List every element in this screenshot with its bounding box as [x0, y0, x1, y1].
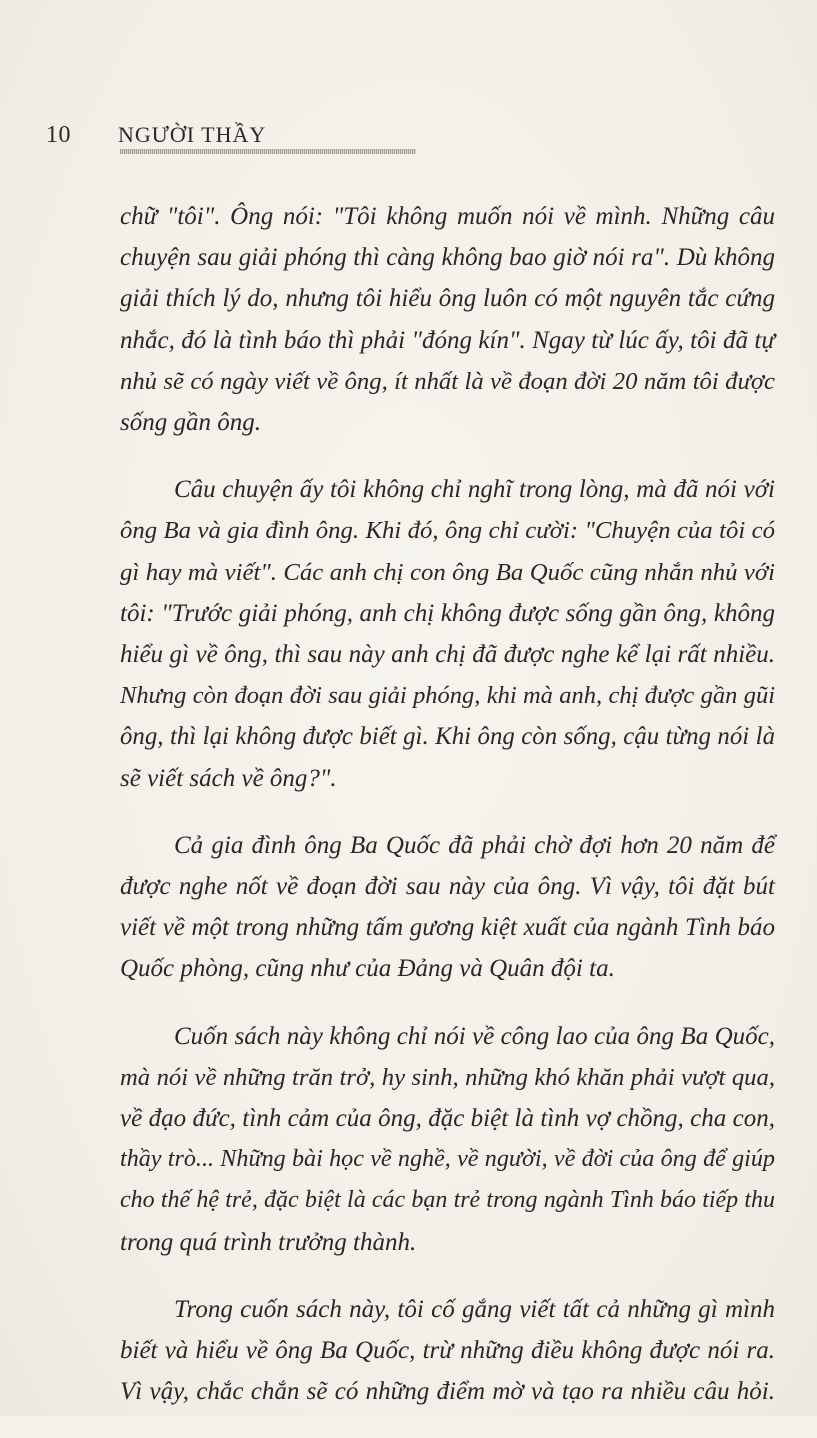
text-line: Cả gia đình ông Ba Quốc đã phải chờ đợi hơn 20 năm để	[174, 831, 775, 859]
text-line: nhủ sẽ có ngày viết về ông, ít nhất là về đoạn đời 20 năm tôi được	[120, 367, 775, 395]
text-line: biết và hiểu về ông Ba Quốc, trừ những điều không được nói ra.	[120, 1337, 775, 1365]
text-line: mà nói về những trăn trở, hy sinh, những khó khăn phải vượt qua,	[120, 1063, 775, 1091]
text-line: hiểu gì về ông, thì sau này anh chị đã được nghe kể lại rất nhiều.	[120, 641, 775, 669]
text-line: sẽ viết sách về ông?".	[120, 764, 337, 792]
text-line: sống gần ông.	[120, 409, 261, 437]
paragraph-5	[120, 1289, 775, 1413]
paragraph-4	[120, 1016, 775, 1263]
text-line: Cuốn sách này không chỉ nói về công lao của ông Ba Quốc,	[174, 1022, 775, 1050]
text-line: ông Ba và gia đình ông. Khi đó, ông chỉ cười: "Chuyện của tôi có	[120, 517, 775, 545]
text-line: giải thích lý do, nhưng tôi hiểu ông luôn có một nguyên tắc cứng	[120, 285, 775, 313]
text-line: trong quá trình trưởng thành.	[120, 1228, 417, 1256]
text-line: thầy trò... Những bài học về nghề, về người, về đời của ông để giúp	[120, 1146, 775, 1173]
book-title: NGƯỜI THẦY	[118, 122, 267, 147]
paragraph-1	[120, 196, 775, 443]
text-line: về đạo đức, tình cảm của ông, đặc biệt là tình vợ chồng, cha con,	[120, 1105, 775, 1133]
text-line: nhắc, đó là tình báo thì phải "đóng kín". Ngay từ lúc ấy, tôi đã tự	[120, 326, 775, 354]
body-text	[120, 196, 775, 1438]
title-underline	[120, 149, 416, 154]
text-line: chữ "tôi". Ông nói: "Tôi không muốn nói về mình. Những câu	[120, 203, 775, 230]
text-line: Vì vậy, chắc chắn sẽ có những điểm mờ và tạo ra nhiều câu hỏi.	[120, 1378, 775, 1406]
text-line: chuyện sau giải phóng thì càng không bao giờ nói ra". Dù không	[120, 244, 775, 272]
text-line: Câu chuyện ấy tôi không chỉ nghĩ trong lòng, mà đã nói với	[174, 476, 775, 504]
text-line: cho thế hệ trẻ, đặc biệt là các bạn trẻ trong ngành Tình báo tiếp thu	[120, 1187, 775, 1214]
text-line: được nghe nốt về đoạn đời sau này của ông. Vì vậy, tôi đặt bút	[120, 873, 775, 901]
text-line: tôi: "Trước giải phóng, anh chị không được sống gần ông, không	[120, 599, 775, 627]
running-head	[46, 122, 426, 158]
paragraph-3	[120, 825, 775, 990]
text-line: gì hay mà viết". Các anh chị con ông Ba Quốc cũng nhắn nhủ với	[120, 558, 775, 586]
text-line: ông, thì lại không được biết gì. Khi ông còn sống, cậu từng nói là	[120, 723, 775, 751]
text-line: Nhưng còn đoạn đời sau giải phóng, khi mà anh, chị được gần gũi	[120, 682, 775, 710]
text-line: viết về một trong những tấm gương kiệt xuất của ngành Tình báo	[120, 914, 775, 942]
text-line: Trong cuốn sách này, tôi cố gắng viết tất cả những gì mình	[174, 1295, 775, 1323]
paragraph-2	[120, 469, 775, 799]
text-line: Quốc phòng, cũng như của Đảng và Quân đội ta.	[120, 955, 615, 983]
page-number: 10	[46, 122, 71, 148]
